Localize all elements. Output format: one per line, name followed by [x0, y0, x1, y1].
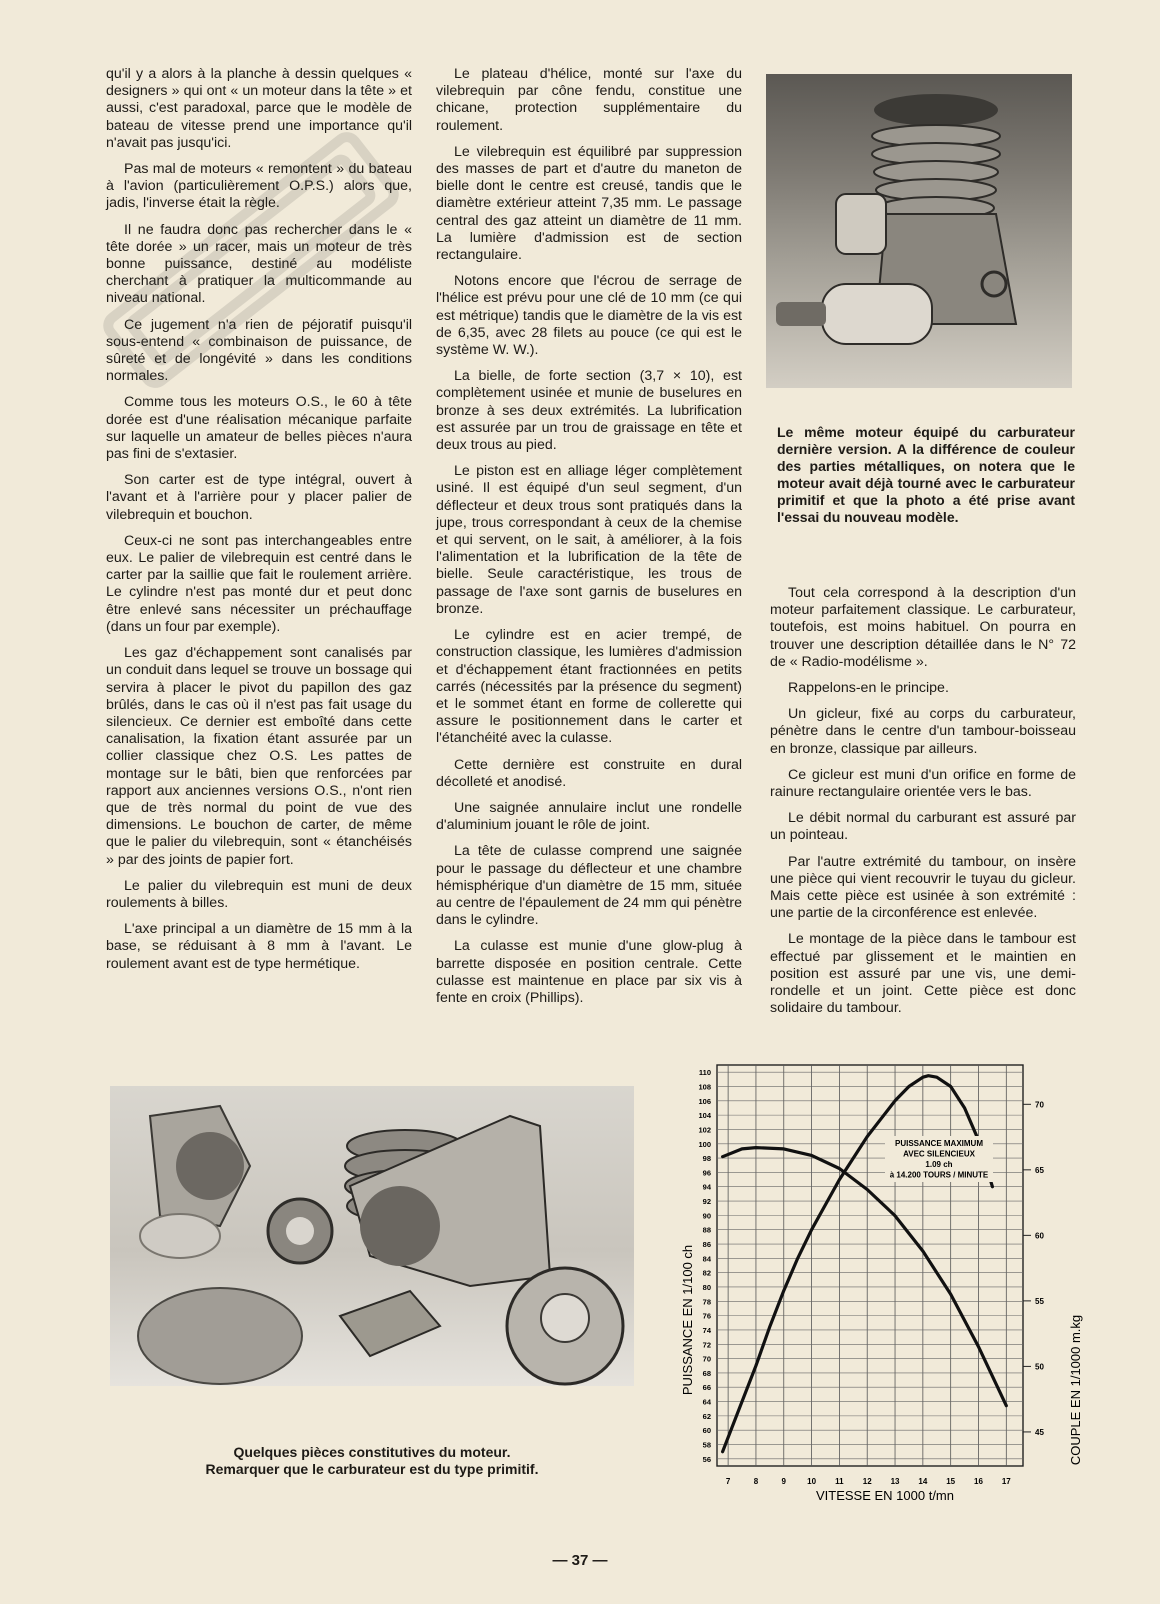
paragraph: Par l'autre extrémité du tambour, on insère une pièce qui vient recouvrir le tuyau du gicleur. Mais cette pièce est usinée à son extrémité : une partie de la circonférence est enlevée.: [770, 853, 1076, 922]
annotation-line: 1.09 ch: [925, 1160, 953, 1169]
paragraph: Un gicleur, fixé au corps du carburateur, pénètre dans le centre d'un tambour-boisseau en bronze, classique par ailleurs.: [770, 706, 1076, 757]
plot-frame: [717, 1065, 1023, 1466]
y-left-tick-label: 72: [702, 1340, 711, 1350]
caption-line-2: Remarquer que le carburateur est du type primitif.: [205, 1461, 539, 1477]
y-left-tick-label: 70: [702, 1354, 711, 1364]
power-torque-chart: [680, 1060, 1100, 1530]
paragraph: Cette dernière est construite en dural décolleté et anodisé.: [436, 756, 742, 790]
x-tick-label: 12: [862, 1477, 872, 1486]
y-left-tick-label: 84: [702, 1254, 711, 1264]
x-tick-label: 7: [725, 1477, 731, 1486]
y-right-tick-label: 55: [1035, 1296, 1044, 1306]
y-left-tick-label: 58: [702, 1440, 711, 1450]
y-left-tick-label: 68: [702, 1368, 711, 1378]
y-left-tick-label: 60: [702, 1426, 711, 1436]
y-left-tick-label: 80: [702, 1282, 711, 1292]
paragraph: Le piston est en alliage léger complètement usiné. Il est équipé d'un seul segment, d'un déflecteur et deux trous sont pratiqués dans la jupe, trous correspondant à ceux de la chemise et qui servent, on le sait, à améliorer, à la fois l'alimentation et la lubrification de la tête de bielle. Seule caractéristique, les trous de passage de l'axe sont garnis de buselures en bronze.: [436, 463, 742, 617]
x-tick-label: 10: [807, 1477, 817, 1486]
y-axis-label-left: PUISSANCE EN 1/100 ch: [680, 1244, 695, 1396]
article-column-1: [106, 66, 412, 982]
chart-annotation: [885, 1136, 993, 1182]
y-left-tick-label: 108: [698, 1082, 711, 1092]
paragraph: Le palier du vilebrequin est muni de deux roulements à billes.: [106, 877, 412, 911]
annotation-line: à 14.200 TOURS / MINUTE: [889, 1170, 989, 1180]
x-tick-label: 8: [753, 1477, 759, 1486]
x-tick-label: 13: [890, 1477, 900, 1486]
y-left-tick-label: 66: [702, 1383, 711, 1393]
paragraph: Le plateau d'hélice, monté sur l'axe du vilebrequin par cône fendu, constitue une chicane, protection supplémentaire du roulement.: [436, 66, 742, 134]
y-right-tick-label: 45: [1035, 1427, 1044, 1437]
paragraph: La bielle, de forte section (3,7 × 10), est complètement usinée et munie de buselures en bronze à ses deux extrémités. La lubrification est assurée par un trou de graissage en tête et deux trous au pied.: [436, 368, 742, 454]
y-left-tick-label: 100: [698, 1139, 711, 1149]
chart-grid: [717, 1065, 1023, 1466]
paragraph: Le débit normal du carburant est assuré par un pointeau.: [770, 810, 1076, 844]
caption-line-1: Quelques pièces constitutives du moteur.: [233, 1444, 511, 1460]
paragraph: Une saignée annulaire inclut une rondelle d'aluminium jouant le rôle de joint.: [436, 799, 742, 834]
y-right-tick-label: 65: [1035, 1165, 1044, 1175]
y-left-tick-label: 86: [702, 1240, 711, 1250]
x-tick-label: 14: [918, 1477, 928, 1486]
y-left-tick-label: 110: [698, 1068, 711, 1078]
y-right-tick-label: 50: [1035, 1362, 1044, 1372]
paragraph: Le montage de la pièce dans le tambour est effectué par glissement et le maintien en position est assuré par une vis, une demi-rondelle et un joint. Cette pièce est donc solidaire du tambour.: [770, 931, 1076, 1017]
paragraph: Il ne faudra donc pas rechercher dans le « tête dorée » un racer, mais un moteur de très bonne puissance, destiné au modéliste cherchant à pratiquer la multicommande au niveau national.: [106, 221, 412, 307]
paragraph: L'axe principal a un diamètre de 15 mm à la base, se réduisant à 8 mm à l'avant. Le roulement avant est de type hermétique.: [106, 921, 412, 972]
x-axis-label: VITESSE EN 1000 t/mn: [815, 1488, 955, 1503]
paragraph: Rappelons-en le principe.: [788, 680, 949, 697]
y-left-tick-label: 98: [702, 1154, 711, 1164]
y-left-tick-label: 104: [698, 1111, 711, 1121]
paragraph: Pas mal de moteurs « remontent » du bateau à l'avion (particulièrement O.P.S.) alors que, jadis, l'inverse était la règle.: [106, 161, 412, 212]
x-tick-label: 9: [781, 1477, 786, 1486]
y-left-tick-label: 56: [702, 1454, 711, 1464]
paragraph: Notons encore que l'écrou de serrage de l'hélice est prévu pour une clé de 10 mm (ce qui est métrique) tandis que le diamètre de la vis est de 6,35, avec 28 filets au pouce (ce qui est le système W. W.).: [436, 273, 742, 359]
y-left-tick-label: 76: [702, 1311, 711, 1321]
paragraph: Les gaz d'échappement sont canalisés par un conduit dans lequel se trouve un bossage qui servira à placer le pivot du papillon des gaz brûlés, dans le cas où il n'est pas fait usage du silencieux. Ce dernier est emboîté dans cette canalisation, la fixation étant assurée par un collier classique chez O.S. Les pattes de montage sur le bâti, bien que renforcées par rapport aux anciennes versions O.S., n'ont rien que de très normal du point de vue des dimensions. Le bouchon de carter, de même que le palier du vilebrequin, sont « étanchéisés » par des joints de papier fort.: [106, 645, 412, 868]
y-left-tick-label: 90: [702, 1211, 711, 1221]
x-tick-label: 11: [835, 1477, 844, 1486]
x-tick-label: 15: [946, 1477, 956, 1486]
paragraph: Ceux-ci ne sont pas interchangeables entre eux. Le palier de vilebrequin est centré dans le carter par la saillie que fait le roulement arrière. Le cylindre n'est pas monté dur et peut donc être enlevé sans nécessiter un préchauffage (dans un four par exemple).: [106, 532, 412, 635]
x-tick-label: 16: [974, 1477, 983, 1486]
paragraph: Ce jugement n'a rien de péjoratif puisqu'il sous-entend « combinaison de puissance, de sûreté et de longévité » dans les conditions normales.: [106, 316, 412, 385]
paragraph: qu'il y a alors à la planche à dessin quelques « designers » qui ont « un moteur dans la tête » et aussi, c'est paradoxal, parce que le modèle de bateau de vitesse prend une importance qu'il n'avait pas jusqu'ici.: [106, 66, 412, 151]
paragraph: Tout cela correspond à la description d'un moteur parfaitement classique. Le carburateur, toutefois, est moins habituel. On pourra en trouver une description détaillée dans le N° 72 de « Radio-modélisme ».: [770, 585, 1076, 670]
y-right-tick-label: 70: [1035, 1100, 1044, 1110]
paragraph: Le cylindre est en acier trempé, de construction classique, les lumières d'admission et d'échappement étant fractionnées en petits carrés (nécessités par la présence du segment) et le sommet étant en forme de collerette qui assure le positionnement dans le carter et l'étanchéité avec la culasse.: [436, 627, 742, 747]
y-left-tick-label: 82: [702, 1268, 711, 1278]
paragraph: La culasse est munie d'une glow-plug à barrette disposée en position centrale. Cette culasse est maintenue en place par six vis à fente en croix (Phillips).: [436, 938, 742, 1006]
paragraph: Ce gicleur est muni d'un orifice en forme de rainure rectangulaire orientée vers le bas.: [770, 766, 1076, 801]
y-left-tick-label: 64: [702, 1397, 711, 1407]
y-right-tick-label: 60: [1035, 1231, 1044, 1241]
paragraph: Le vilebrequin est équilibré par suppression des masses de part et d'autre du maneton de bielle dont le centre est creusé, tandis que le diamètre extérieur atteint 7,35 mm. Le passage central des gaz atteint un diamètre de 11 mm. La lumière d'admission est de section rectangulaire.: [436, 143, 742, 264]
y-left-tick-label: 88: [702, 1225, 711, 1235]
y-left-tick-label: 74: [702, 1325, 711, 1335]
paragraph: La tête de culasse comprend une saignée pour le passage du déflecteur et une chambre hémisphérique d'un diamètre de 15 mm, située au centre de l'épaulement de 24 mm qui pénètre dans le cylindre.: [436, 843, 742, 929]
y-left-tick-label: 78: [702, 1297, 711, 1307]
y-left-tick-label: 102: [698, 1125, 711, 1135]
chart-series: [723, 1076, 1007, 1452]
engine-photo-caption: Le même moteur équipé du carburateur dernière version. A la différence de couleur des parties métalliques, on notera que le moteur avait déjà tourné avec le carburateur primitif et que la photo a été prise avant l'essai du nouveau modèle.: [777, 424, 1075, 525]
engine-photo: [766, 74, 1072, 388]
x-tick-label: 17: [1001, 1477, 1011, 1486]
annotation-line: PUISSANCE MAXIMUM: [894, 1139, 984, 1148]
paragraph: Son carter est de type intégral, ouvert à l'avant et à l'arrière pour y placer palier de vilebrequin et bouchon.: [106, 472, 412, 523]
y-axis-label-right: COUPLE EN 1/1000 m.kg: [1068, 1314, 1083, 1466]
paragraph: Comme tous les moteurs O.S., le 60 à tête dorée est d'une réalisation mécanique parfaite sur laquelle un amateur de belles pièces n'aura pas fini de s'extasier.: [106, 394, 412, 463]
y-left-tick-label: 94: [702, 1182, 711, 1192]
torque-curve: [723, 1148, 1007, 1406]
y-left-tick-label: 106: [698, 1096, 711, 1106]
article-column-3: [770, 585, 1076, 1026]
parts-photo-caption: [110, 1444, 634, 1478]
page-number: — 37 —: [552, 1552, 608, 1569]
article-column-2: [436, 66, 742, 1016]
engine-parts-photo: [110, 1086, 634, 1386]
y-left-tick-label: 62: [702, 1411, 711, 1421]
y-left-tick-label: 92: [702, 1197, 711, 1207]
annotation-line: AVEC SILENCIEUX: [903, 1149, 975, 1159]
power-curve: [723, 1076, 993, 1452]
y-left-tick-label: 96: [702, 1168, 711, 1178]
